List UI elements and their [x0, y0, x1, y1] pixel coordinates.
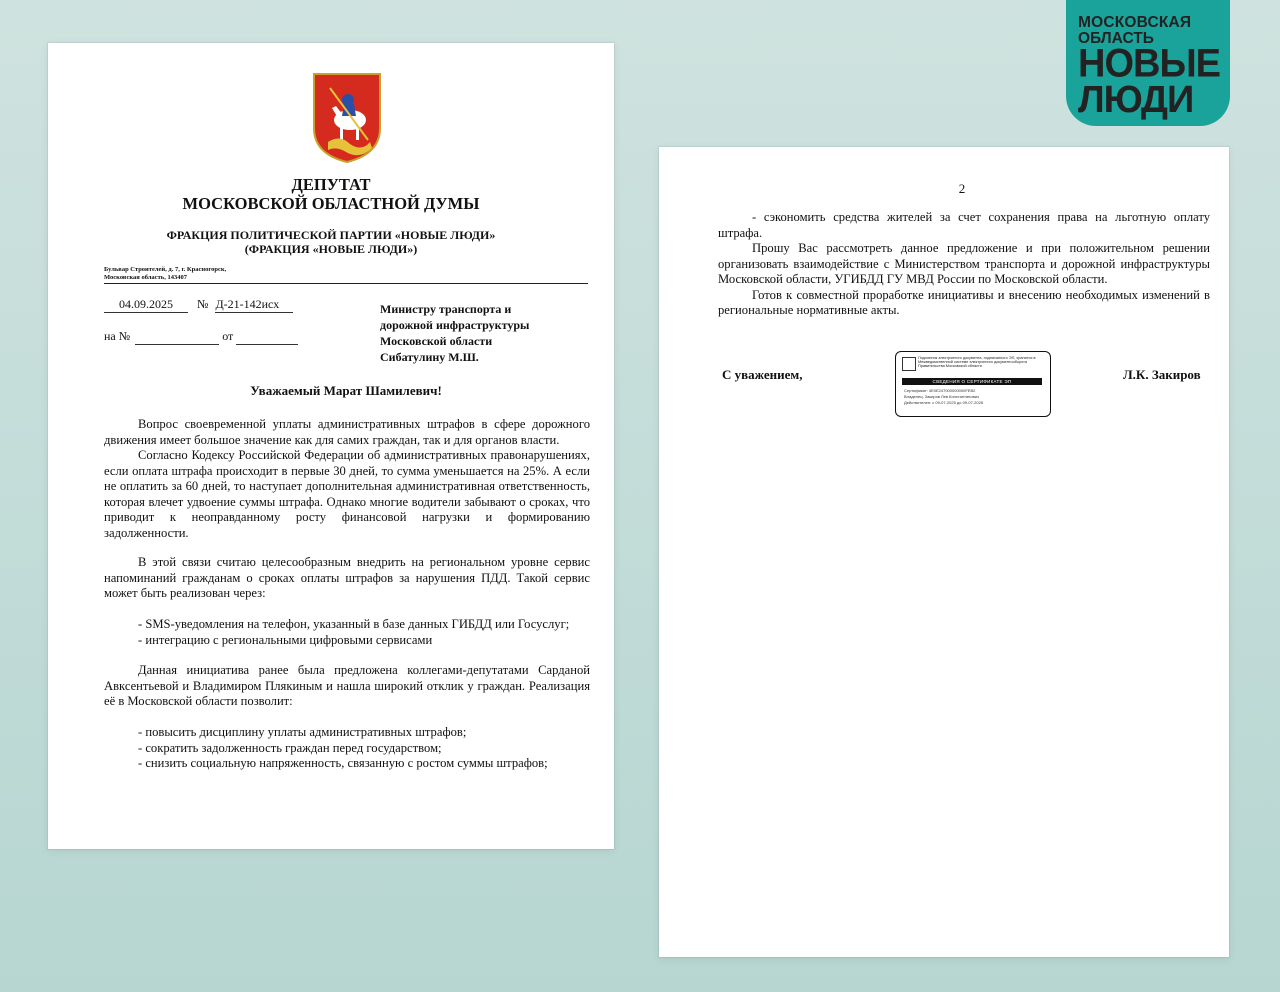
sender-address — [104, 266, 226, 282]
signer-name: Л.К. Закиров — [1123, 367, 1201, 382]
address-line-2: Московская область, 143407 — [104, 274, 187, 281]
service-channels-list — [138, 617, 598, 648]
document-page-2 — [659, 147, 1229, 957]
recipient-block — [380, 301, 600, 365]
benefits-list — [138, 725, 598, 772]
letter-body-part-2 — [104, 555, 590, 602]
paragraph: Вопрос своевременной уплаты административных штрафов в сфере дорожного движения имеет большое значение как для самих граждан, так и для органов власти. — [104, 417, 590, 447]
letter-body-part-3 — [104, 663, 590, 710]
certificate-number: Сертификат: 4E0E247000000000FEB2 — [904, 388, 976, 393]
reference-label: на № — [104, 329, 131, 343]
electronic-signature-stamp — [895, 351, 1051, 417]
recipient-line: Министру транспорта и — [380, 302, 512, 316]
list-item: - сократить задолженность граждан перед государством; — [138, 740, 442, 755]
stamp-header: Подлинник электронного документа, подписанного ЭП, хранится в Межведомственной системе электронного документооборота Правительства Московской области — [918, 356, 1036, 369]
recipient-line: дорожной инфраструктуры — [380, 318, 530, 332]
salutation: Уважаемый Марат Шамилевич! — [250, 383, 442, 398]
closing-phrase: С уважением, — [722, 367, 803, 382]
paragraph: Согласно Кодексу Российской Федерации об административных правонарушениях, если оплата штрафа происходит в первые 30 дней, то сумма уменьшается на 25%. А если не оплатить за 60 дней, то наступает дополнительная административная ответственность, которая влечет удвоение суммы штрафа. Однако многие водители забывают о сроках, что приводит к неоправданному росту финансовой нагрузки и формированию задолженности. — [104, 448, 590, 540]
document-page-1 — [48, 43, 614, 849]
paragraph: - сэкономить средства жителей за счет сохранения права на льготную оплату штрафа. — [718, 210, 1210, 240]
address-line-1: Бульвар Строителей, д. 7, г. Красногорск, — [104, 266, 227, 273]
logo-line-oblast: ОБЛАСТЬ — [1078, 30, 1154, 47]
number-sign: № — [197, 297, 209, 311]
outgoing-date-row — [104, 297, 293, 313]
coat-of-arms-icon — [902, 357, 916, 371]
title-deputy: ДЕПУТАТ — [291, 175, 371, 194]
recipient-line: Московской области — [380, 334, 493, 348]
faction-short: (ФРАКЦИЯ «НОВЫЕ ЛЮДИ») — [244, 242, 418, 256]
stamp-banner: СВЕДЕНИЯ О СЕРТИФИКАТЕ ЭП — [902, 378, 1042, 385]
list-item: - снизить социальную напряженность, связанную с ростом суммы штрафов; — [138, 756, 548, 770]
logo-line-novye: НОВЫЕ — [1078, 41, 1220, 87]
page-number: 2 — [958, 181, 966, 196]
title-duma: МОСКОВСКОЙ ОБЛАСТНОЙ ДУМЫ — [182, 194, 480, 213]
certificate-owner: Владелец: Закиров Лев Константинович — [904, 394, 980, 399]
logo-line-region: МОСКОВСКАЯ — [1078, 14, 1192, 31]
letter-body-continued — [718, 210, 1210, 319]
list-item: - SMS-уведомления на телефон, указанный в базе данных ГИБДД или Госуслуг; — [138, 617, 570, 631]
paragraph: Готов к совместной проработке инициативы и внесению необходимых изменений в региональные нормативные акты. — [718, 287, 1210, 317]
paragraph: В этой связи считаю целесообразным внедрить на региональном уровне сервис напоминаний гражданам о сроках оплаты штрафов за нарушения ПДД. Такой сервис может быть реализован через: — [104, 555, 590, 600]
list-item: - интеграцию с региональными цифровыми сервисами — [138, 632, 433, 647]
list-item: - повысить дисциплину уплаты административных штрафов; — [138, 725, 467, 739]
reference-date-blank — [236, 329, 298, 345]
new-people-logo — [1066, 0, 1230, 126]
logo-line-lyudi: ЛЮДИ — [1078, 79, 1194, 121]
outgoing-number: Д-21-142исх — [215, 297, 293, 313]
faction-name: ФРАКЦИЯ ПОЛИТИЧЕСКОЙ ПАРТИИ «НОВЫЕ ЛЮДИ» — [166, 228, 496, 242]
letter-body-part-1 — [104, 417, 590, 541]
recipient-line: Сибатулину М.Ш. — [380, 350, 479, 364]
reference-number-blank — [135, 329, 219, 345]
moscow-oblast-coat-of-arms-icon — [310, 70, 384, 164]
reference-row — [104, 329, 298, 345]
reference-from-label: от — [222, 329, 234, 343]
certificate-validity: Действителен: с 09-07-2025 до 09-07-2026 — [904, 400, 984, 405]
paragraph: Прошу Вас рассмотреть данное предложение и при положительном решении организовать взаимодействие с Министерством транспорта и дорожной инфраструктуры Московской области, УГИБДД ГУ МВД России по Московской области. — [718, 241, 1210, 286]
header-divider — [104, 283, 588, 284]
paragraph: Данная инициатива ранее была предложена коллегами-депутатами Сарданой Авксентьевой и Владимиром Плякиным и нашла широкий отклик у граждан. Реализация её в Московской области позволит: — [104, 663, 590, 708]
outgoing-date: 04.09.2025 — [104, 297, 188, 313]
